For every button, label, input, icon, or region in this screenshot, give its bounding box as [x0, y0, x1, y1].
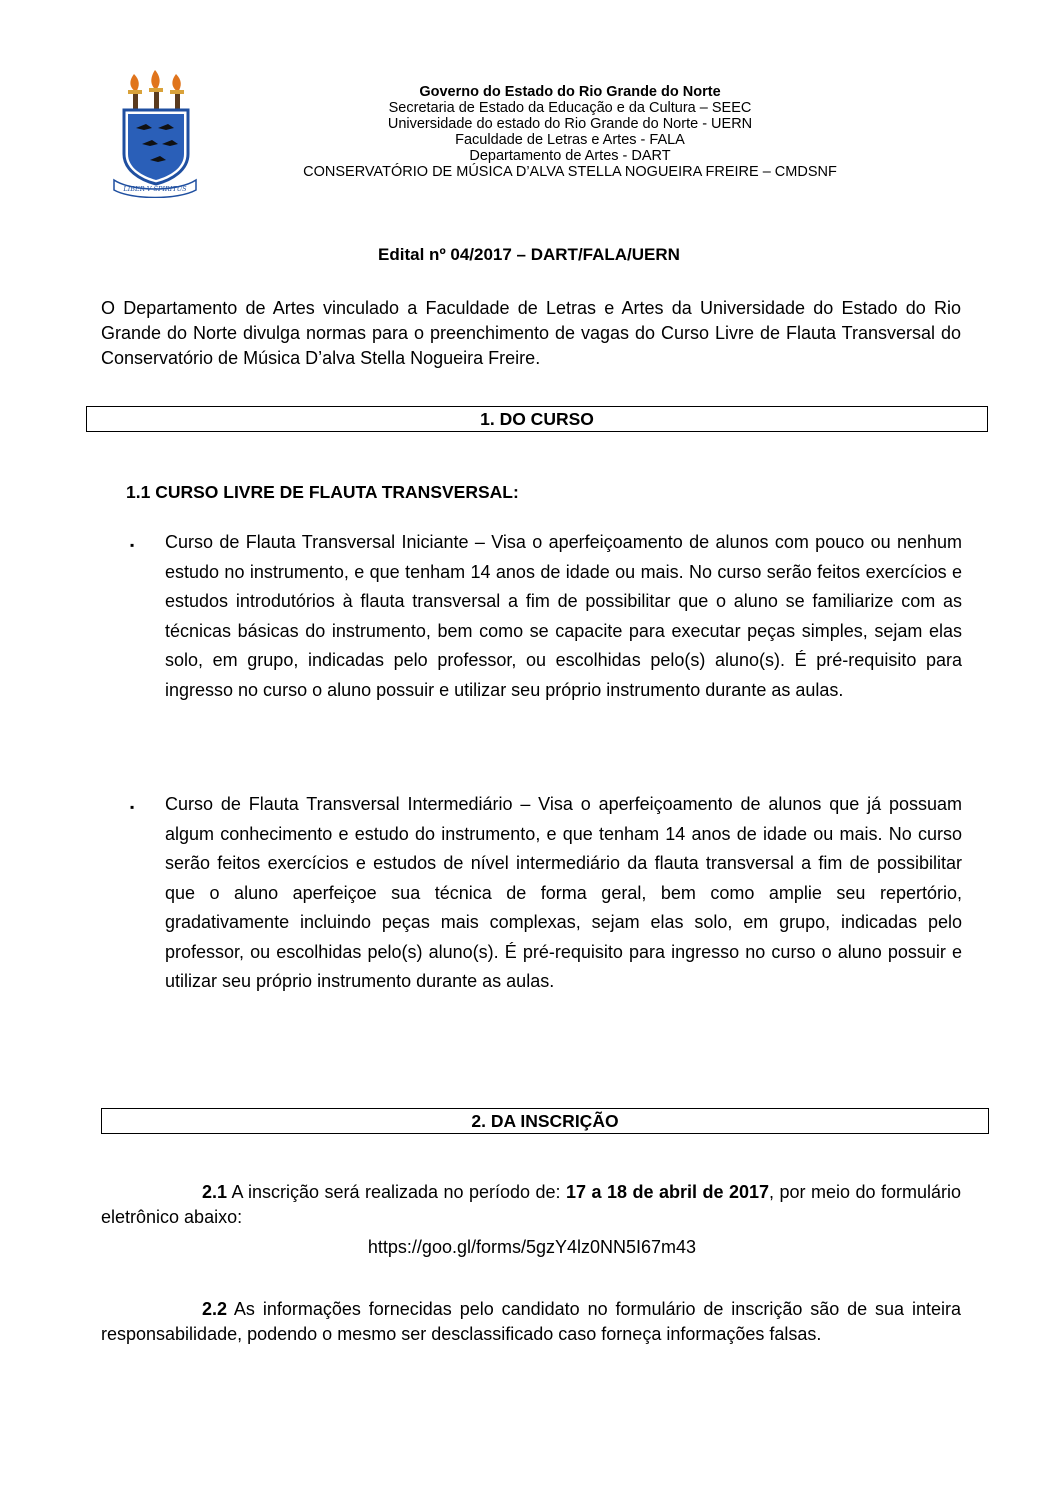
section-2-heading: 2. DA INSCRIÇÃO	[101, 1108, 989, 1134]
section-1-heading: 1. DO CURSO	[86, 406, 988, 432]
paragraph-2-1	[101, 1180, 961, 1230]
header-line-secretariat: Secretaria de Estado da Educação e da Cultura – SEEC	[388, 100, 752, 116]
header-line-government: Governo do Estado do Rio Grande do Norte	[419, 84, 721, 100]
header-line-department: Departamento de Artes - DART	[469, 148, 671, 164]
paragraph-2-2	[101, 1297, 961, 1347]
intro-paragraph: O Departamento de Artes vinculado a Faculdade de Letras e Artes da Universidade do Estado do Rio Grande do Norte divulga normas para o preenchimento de vagas do Curso Livre de Flauta Transversal do Conservatório de Música D’alva Stella Nogueira Freire.	[101, 298, 961, 368]
header-line-university: Universidade do estado do Rio Grande do Norte - UERN	[387, 116, 753, 132]
torch-flames-icon	[128, 70, 184, 114]
paragraph-2-1-text-b: , por meio do formulário eletrônico abaixo:	[101, 1182, 961, 1227]
paragraph-2-2-number: 2.2	[202, 1299, 228, 1319]
section-1-1-subheading: 1.1 CURSO LIVRE DE FLAUTA TRANSVERSAL:	[126, 482, 519, 502]
paragraph-2-1-text-a: A inscrição será realizada no período de:	[227, 1182, 567, 1202]
registration-dates: 17 a 18 de abril de 2017	[566, 1182, 769, 1202]
paragraph-2-2-text: As informações fornecidas pelo candidato no formulário de inscrição são de sua inteira responsabilidade, podendo o mesmo ser desclassificado caso forneça informações falsas.	[101, 1299, 961, 1344]
paragraph-2-1-number: 2.1	[202, 1182, 228, 1202]
svg-text:LIBER V SPIRITUS: LIBER V SPIRITUS	[123, 185, 187, 193]
bullet-square-icon: ▪	[130, 800, 135, 814]
edital-title: Edital nº 04/2017 – DART/FALA/UERN	[378, 245, 680, 264]
beginner-course-text: Curso de Flauta Transversal Iniciante – Visa o aperfeiçoamento de alunos com pouco ou nenhum estudo no instrumento, e que tenham 14 anos de idade ou mais. No curso serão feitos exercícios e estudos introdutórios à flauta transversal a fim de possibilitar que o aluno se familiarize com as técnicas básicas do instrumento, bem como se capacite para executar peças simples, sejam elas solo, em grupo, indicadas pelo professor, ou escolhidas pelo(s) aluno(s). É pré-requisito para ingresso no curso o aluno possuir e utilizar seu próprio instrumento durante as aulas.	[165, 532, 962, 700]
intermediate-course-text: Curso de Flauta Transversal Intermediário – Visa o aperfeiçoamento de alunos que já possuam algum conhecimento e estudo do instrumento, e que tenham 14 anos de idade ou mais. No curso serão feitos exercícios e estudos de nível intermediário da flauta transversal a fim de possibilitar que o aluno aperfeiçoe sua técnica de forma geral, bem como amplie seu repertório, gradativamente incluindo peças mais complexas, sejam elas solo, em grupo, indicadas pelo professor, ou escolhidas pelo(s) aluno(s). É pré-requisito para ingresso no curso o aluno possuir e utilizar seu próprio instrumento durante as aulas.	[165, 794, 962, 991]
header-line-faculty: Faculdade de Letras e Artes - FALA	[455, 132, 685, 148]
registration-form-link[interactable]: https://goo.gl/forms/5gzY4lz0NN5I67m43	[367, 1237, 697, 1257]
header-line-conservatory: CONSERVATÓRIO DE MÚSICA D’ALVA STELLA NOGUEIRA FREIRE – CMDSNF	[303, 164, 837, 180]
institution-header	[180, 84, 960, 180]
bullet-square-icon: ▪	[130, 538, 135, 552]
